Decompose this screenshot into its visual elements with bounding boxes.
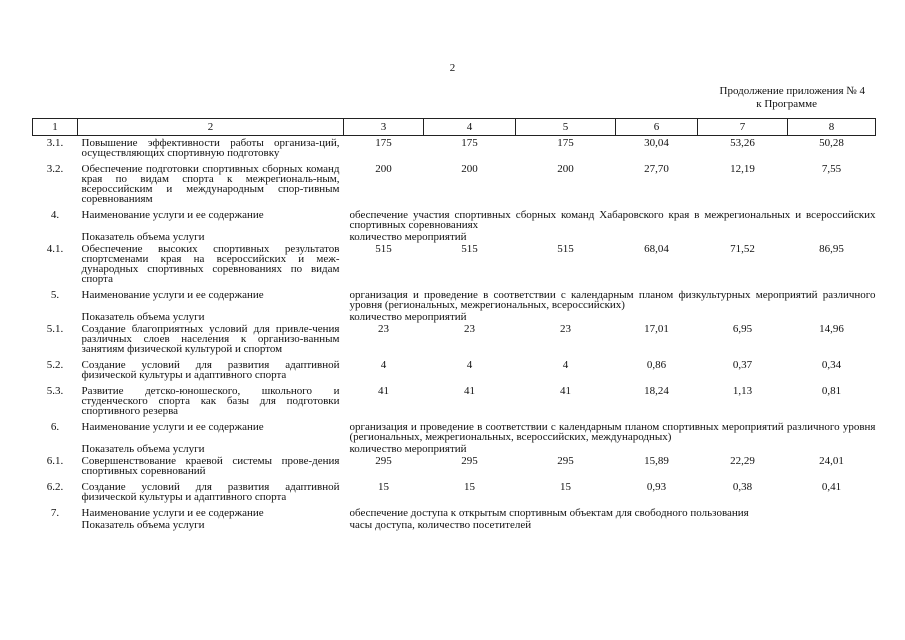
continuation-note [600, 85, 865, 111]
column-number: 3 [344, 119, 424, 136]
value-cell: 6,95 [732, 323, 753, 335]
value-cell: 23 [464, 323, 475, 335]
value-cell: 15 [560, 481, 571, 493]
table-row [33, 416, 876, 442]
row-number [33, 230, 78, 242]
service-detail-text: часы доступа, количество посетителей [349, 519, 532, 531]
value-cell: 200 [461, 163, 478, 175]
row-description: Наименование услуги и ее содержание [81, 421, 264, 433]
table-row [33, 442, 876, 454]
value-cell: 12,19 [730, 163, 755, 175]
row-description: Совершенствование краевой системы прове-дения спортивных соревнований [81, 455, 340, 477]
value-cell: 50,28 [819, 137, 844, 149]
value-cell: 515 [375, 243, 392, 255]
service-detail-text: количество мероприятий [349, 311, 467, 323]
table-row [33, 476, 876, 502]
column-number: 8 [788, 119, 876, 136]
table-row [33, 158, 876, 204]
value-cell: 295 [461, 455, 478, 467]
row-number: 6.1. [46, 455, 64, 467]
row-number [33, 310, 78, 322]
value-cell: 53,26 [730, 137, 755, 149]
row-number [33, 442, 78, 454]
value-cell: 175 [375, 137, 392, 149]
value-cell: 295 [375, 455, 392, 467]
service-detail-text: обеспечение участия спортивных сборных команд Хабаровского края в межрегиональных и всероссийских спортивных соревнованиях [349, 209, 876, 231]
row-number: 3.2. [46, 163, 64, 175]
table-row [33, 230, 876, 242]
value-cell: 23 [560, 323, 571, 335]
value-cell: 0,34 [821, 359, 842, 371]
value-cell: 15,89 [644, 455, 669, 467]
value-cell: 175 [461, 137, 478, 149]
value-cell: 0,41 [821, 481, 842, 493]
column-number: 1 [33, 119, 78, 136]
row-description: Создание условий для развития адаптивной физической культуры и адаптивного спорта [81, 359, 340, 381]
service-detail-text: организация и проведение в соответствии с календарным планом спортивных мероприятий различного уровня (региональных, межрегиональных, всероссийских, международных) [349, 421, 876, 443]
row-description: Создание благоприятных условий для привле-чения различных слоев населения к организо-ванным занятиям физической культурой и спортом [81, 323, 340, 355]
value-cell: 15 [378, 481, 389, 493]
row-number: 6. [50, 421, 60, 433]
continuation-line-1: Продолжение приложения № 4 [719, 85, 865, 97]
table-row [33, 310, 876, 322]
value-cell: 200 [557, 163, 574, 175]
value-cell: 18,24 [644, 385, 669, 397]
value-cell: 15 [464, 481, 475, 493]
value-cell: 200 [375, 163, 392, 175]
column-number-row [33, 119, 876, 136]
row-number: 4. [50, 209, 60, 221]
row-description: Повышение эффективности работы организа-ций, осуществляющих спортивную подготовку [81, 137, 340, 159]
service-detail-text: организация и проведение в соответствии с календарным планом физкультурных мероприятий различного уровня (региональных, межрегиональных, всероссийских) [349, 289, 876, 311]
row-number: 4.1. [46, 243, 64, 255]
value-cell: 23 [378, 323, 389, 335]
table-row [33, 204, 876, 230]
table-row [33, 354, 876, 380]
row-number: 3.1. [46, 137, 64, 149]
value-cell: 295 [557, 455, 574, 467]
table-row [33, 454, 876, 476]
value-cell: 22,29 [730, 455, 755, 467]
row-description: Обеспечение высоких спортивных результатов спортсменами края на всероссийских и меж-дународных спортивных соревнованиях по видам спорта [81, 243, 340, 285]
column-number: 7 [698, 119, 788, 136]
column-number: 4 [424, 119, 516, 136]
value-cell: 71,52 [730, 243, 755, 255]
row-number: 5.2. [46, 359, 64, 371]
value-cell: 27,70 [644, 163, 669, 175]
value-cell: 4 [380, 359, 387, 371]
row-description: Показатель объема услуги [81, 311, 205, 323]
column-number: 6 [616, 119, 698, 136]
table-row [33, 136, 876, 159]
row-description: Обеспечение подготовки спортивных сборных команд края по видам спорта к межрегиональ-ным, всероссийским и международным спор-тивным соревнованиям [81, 163, 340, 205]
value-cell: 86,95 [819, 243, 844, 255]
row-number: 5. [50, 289, 60, 301]
value-cell: 0,93 [646, 481, 667, 493]
service-detail-text: обеспечение доступа к открытым спортивным объектам для свободного пользования [349, 507, 749, 519]
column-number: 5 [516, 119, 616, 136]
value-cell: 515 [557, 243, 574, 255]
table-row [33, 380, 876, 416]
value-cell: 4 [466, 359, 473, 371]
value-cell: 175 [557, 137, 574, 149]
page-number: 2 [449, 62, 456, 74]
table-row [33, 322, 876, 354]
row-number: 5.1. [46, 323, 64, 335]
value-cell: 0,37 [732, 359, 753, 371]
value-cell: 4 [562, 359, 569, 371]
row-number: 7. [50, 507, 60, 519]
value-cell: 68,04 [644, 243, 669, 255]
value-cell: 515 [461, 243, 478, 255]
value-cell: 14,96 [819, 323, 844, 335]
continuation-line-2: к Программе [756, 98, 817, 110]
table-row [33, 284, 876, 310]
row-description: Показатель объема услуги [81, 231, 205, 243]
row-description: Наименование услуги и ее содержание [81, 507, 264, 519]
service-detail-text: количество мероприятий [349, 231, 467, 243]
row-description: Наименование услуги и ее содержание [81, 209, 264, 221]
value-cell: 30,04 [644, 137, 669, 149]
value-cell: 1,13 [732, 385, 753, 397]
value-cell: 0,38 [732, 481, 753, 493]
value-cell: 41 [378, 385, 389, 397]
value-cell: 24,01 [819, 455, 844, 467]
row-description: Показатель объема услуги [81, 443, 205, 455]
table-row [33, 518, 876, 530]
row-number: 6.2. [46, 481, 64, 493]
row-description: Показатель объема услуги [81, 519, 205, 531]
row-description: Создание условий для развития адаптивной физической культуры и адаптивного спорта [81, 481, 340, 503]
row-number: 5.3. [46, 385, 64, 397]
value-cell: 0,81 [821, 385, 842, 397]
value-cell: 7,55 [821, 163, 842, 175]
value-cell: 41 [464, 385, 475, 397]
table-row [33, 242, 876, 284]
value-cell: 41 [560, 385, 571, 397]
program-table [32, 118, 876, 530]
table-row [33, 502, 876, 518]
row-number [33, 518, 78, 530]
value-cell: 0,86 [646, 359, 667, 371]
row-description: Развитие детско-юношеского, школьного и студенческого спорта как базы для подготовки спортивного резерва [81, 385, 340, 417]
column-number: 2 [78, 119, 344, 136]
service-detail-text: количество мероприятий [349, 443, 467, 455]
value-cell: 17,01 [644, 323, 669, 335]
row-description: Наименование услуги и ее содержание [81, 289, 264, 301]
